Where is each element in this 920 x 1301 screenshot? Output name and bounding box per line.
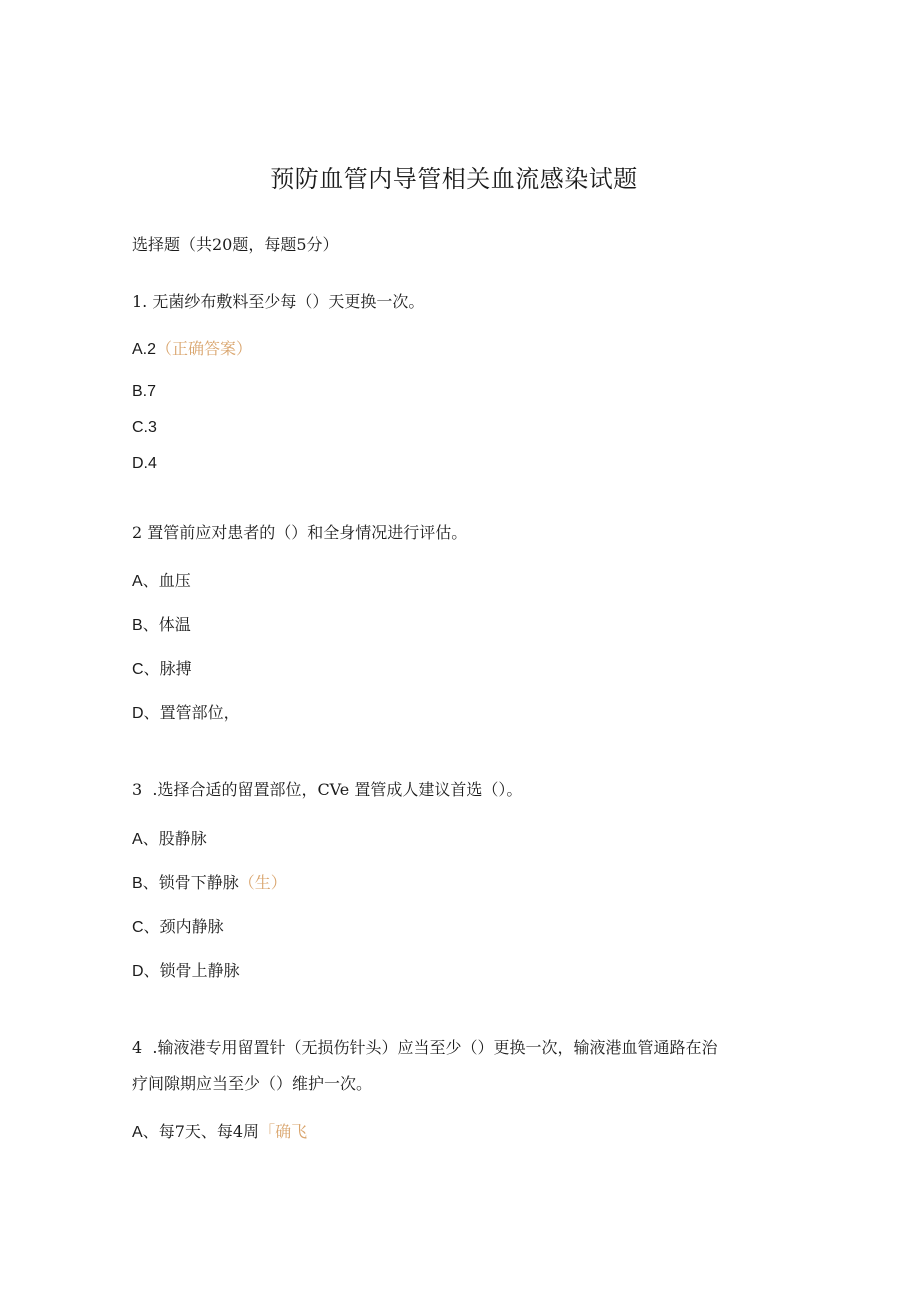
question-2-option-d <box>132 703 240 724</box>
option-label: A、 <box>132 831 159 848</box>
option-text: 颈内静脉 <box>159 917 224 936</box>
option-text: 血压 <box>158 571 191 590</box>
option-label: D、 <box>132 963 160 980</box>
question-2-option-c <box>132 659 192 680</box>
question-1-option-c <box>132 417 157 438</box>
question-2-option-a <box>132 571 191 592</box>
section-header: 选择题（共20题，每题5分） <box>132 235 339 254</box>
question-1-option-a <box>132 339 252 360</box>
option-label: A、 <box>132 1124 159 1141</box>
option-text: 每7天、每4周 <box>158 1122 260 1141</box>
question-2-stem: 2 置管前应对患者的（）和全身情况进行评估。 <box>132 523 468 542</box>
question-1-option-d <box>132 453 157 474</box>
option-text: 脉搏 <box>159 659 192 678</box>
question-3-option-c <box>132 917 224 938</box>
page-title: 预防血管内导管相关血流感染试题 <box>270 165 638 193</box>
question-1-option-b <box>132 381 156 402</box>
option-text: 置管部位， <box>159 703 240 722</box>
question-2-option-b <box>132 615 191 636</box>
option-text: 锁骨下静脉 <box>158 873 239 892</box>
correct-answer-mark: 「确飞 <box>259 1122 308 1141</box>
option-label: C.3 <box>132 419 157 436</box>
correct-answer-mark: （生） <box>238 873 287 892</box>
option-label: B、 <box>132 875 159 892</box>
question-1-stem: 1. 无菌纱布敷料至少每（）天更换一次。 <box>132 292 425 311</box>
option-label: D.4 <box>132 455 157 472</box>
option-text: 股静脉 <box>158 829 207 848</box>
question-3-option-b <box>132 873 287 894</box>
option-text: 体温 <box>158 615 191 634</box>
option-label: A.2 <box>132 341 157 358</box>
option-label: C、 <box>132 919 160 936</box>
option-label: B.7 <box>132 383 157 400</box>
question-3-stem: 3 .选择合适的留置部位，CVe 置管成人建议首选（）。 <box>132 780 523 799</box>
question-3-option-d <box>132 961 240 982</box>
correct-answer-mark: （正确答案） <box>156 339 253 358</box>
question-3-option-a <box>132 829 207 850</box>
option-label: D、 <box>132 705 160 722</box>
question-4-stem-line-1: 4 .输液港专用留置针（无损伤针头）应当至少（）更换一次，输液港血管通路在治 <box>132 1038 718 1057</box>
option-label: B、 <box>132 617 159 634</box>
question-4-option-a <box>132 1122 307 1143</box>
question-4-stem-line-2: 疗间隙期应当至少（）维护一次。 <box>132 1074 373 1093</box>
option-label: C、 <box>132 661 160 678</box>
option-label: A、 <box>132 573 159 590</box>
option-text: 锁骨上静脉 <box>159 961 240 980</box>
